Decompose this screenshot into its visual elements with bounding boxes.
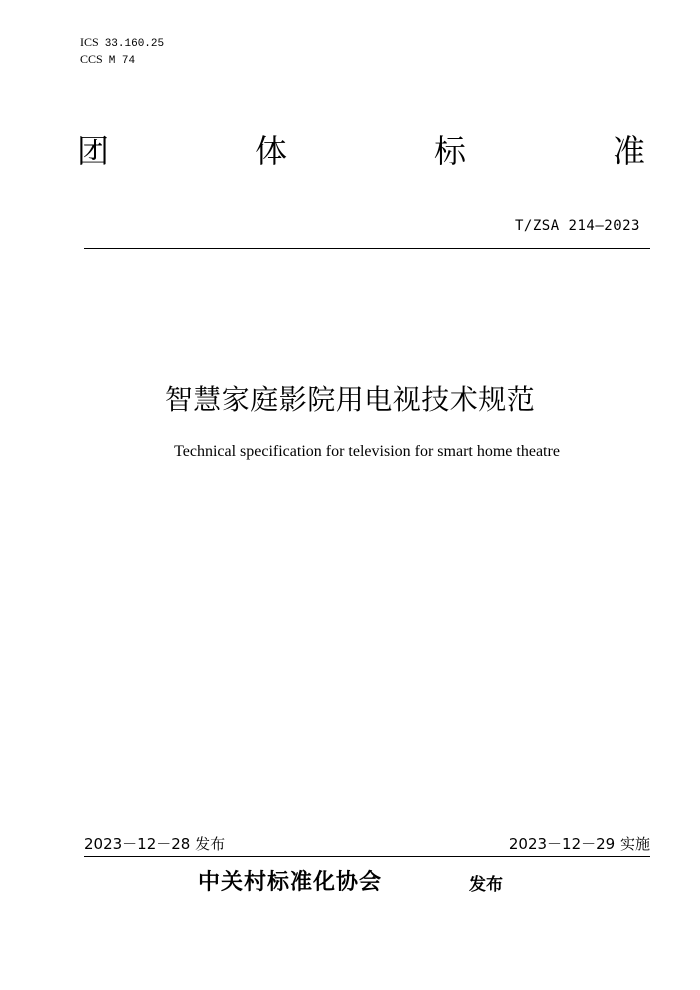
document-title-chinese: 智慧家庭影院用电视技术规范 bbox=[164, 383, 536, 416]
document-title-english: Technical specification for television for smart home theatre bbox=[174, 443, 560, 460]
ccs-label: CCS bbox=[80, 52, 103, 66]
ics-label: ICS bbox=[80, 35, 99, 49]
standard-type-char: 标 bbox=[434, 132, 467, 170]
ccs-line bbox=[80, 52, 135, 69]
publish-date: 2023－12－28 发布 bbox=[84, 835, 226, 853]
ics-code: 33.160.25 bbox=[104, 38, 165, 50]
ics-line bbox=[80, 35, 164, 52]
publisher-action: 发布 bbox=[469, 875, 503, 895]
publisher-name: 中关村标准化协会 bbox=[198, 870, 383, 895]
header-divider bbox=[84, 248, 650, 249]
standard-number: T/ZSA 214—2023 bbox=[514, 218, 640, 234]
footer-divider bbox=[84, 856, 650, 857]
standard-type-char: 团 bbox=[77, 132, 110, 170]
standard-type-char: 准 bbox=[613, 132, 646, 170]
effective-date: 2023－12－29 实施 bbox=[508, 835, 650, 853]
ccs-code: M 74 bbox=[108, 55, 136, 67]
standard-type-char: 体 bbox=[255, 132, 288, 170]
